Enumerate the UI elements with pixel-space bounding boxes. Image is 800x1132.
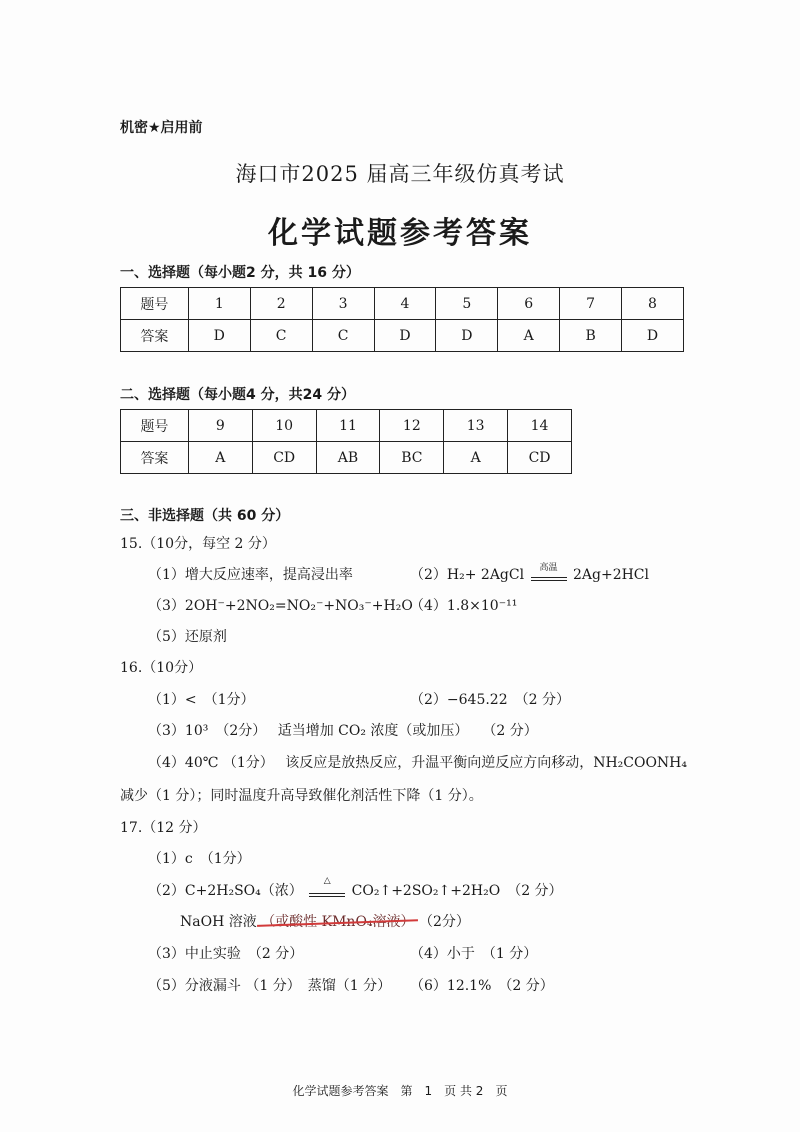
q17-answer-2b — [180, 911, 470, 931]
row-label: 答案 — [121, 320, 189, 352]
heat-symbol: △ — [323, 876, 331, 886]
row-label: 题号 — [121, 410, 189, 442]
q16-answer-3: （3）10³ （2分） 适当增加 CO₂ 浓度（或加压） （2 分） — [148, 723, 538, 739]
answer-cell: D — [622, 320, 684, 352]
question-number: 7 — [560, 288, 622, 320]
q16-answer-2: （2）−645.22 （2 分） — [410, 692, 570, 708]
q17-answer-1: （1）c （1分） — [148, 851, 251, 867]
q17-answer-4: （4）小于 （1 分） — [410, 946, 538, 962]
question-number: 13 — [444, 410, 508, 442]
question-number: 3 — [312, 288, 374, 320]
table-row-questions — [121, 288, 684, 320]
q15-answer-2 — [410, 564, 649, 584]
answer-cell: B — [560, 320, 622, 352]
q16-answer-4: （4）40℃ （1分） 该反应是放热反应，升温平衡向逆反应方向移动，NH₂COONH₄ — [148, 755, 687, 771]
answer-cell: CD — [508, 442, 572, 474]
question-number: 8 — [622, 288, 684, 320]
q15-answer-2-reactants: （2）H₂+ 2AgCl — [410, 567, 525, 583]
q15-heading: 15.（10分，每空 2 分） — [120, 536, 276, 552]
question-number: 14 — [508, 410, 572, 442]
section1-answer-table — [120, 287, 684, 352]
q15-answer-2-products: 2Ag+2HCl — [572, 567, 649, 583]
q17-answer-3: （3）中止实验 （2 分） — [148, 946, 304, 962]
answer-cell: BC — [380, 442, 444, 474]
answer-cell: D — [188, 320, 250, 352]
answer-cell: CD — [252, 442, 316, 474]
row-label: 题号 — [121, 288, 189, 320]
q17-heading: 17.（12 分） — [120, 820, 207, 836]
answer-cell: A — [444, 442, 508, 474]
table-row-answers — [121, 320, 684, 352]
row-label: 答案 — [121, 442, 189, 474]
answer-cell: A — [188, 442, 252, 474]
answer-cell: C — [250, 320, 312, 352]
answer-cell: D — [436, 320, 498, 352]
reaction-condition-arrow — [307, 876, 347, 899]
page-title: 化学试题参考答案 — [268, 216, 532, 251]
q17-answer-2 — [148, 876, 563, 900]
question-number: 2 — [250, 288, 312, 320]
q16-answer-1: （1）< （1分） — [148, 692, 255, 708]
reaction-condition-arrow — [529, 563, 569, 583]
q17-answer-6: （6）12.1% （2 分） — [410, 978, 554, 994]
answer-cell: A — [498, 320, 560, 352]
section2-heading: 二、选择题（每小题4 分，共24 分） — [120, 387, 355, 403]
q17-answer-5: （5）分液漏斗 （1 分） 蒸馏（1 分） — [148, 978, 392, 994]
table-row-answers — [121, 442, 572, 474]
q17-answer-2-reactants: （2）C+2H₂SO₄（浓） — [148, 883, 303, 899]
q15-answer-1: （1）增大反应速率，提高浸出率 — [148, 567, 353, 583]
question-number: 5 — [436, 288, 498, 320]
q17-answer-2b-score: （2分） — [419, 914, 470, 930]
answer-cell: AB — [316, 442, 380, 474]
question-number: 9 — [188, 410, 252, 442]
q16-heading: 16.（10分） — [120, 660, 203, 676]
table-row-questions — [121, 410, 572, 442]
section1-heading: 一、选择题（每小题2 分，共 16 分） — [120, 265, 360, 281]
exam-subtitle: 海口市2025 届高三年级仿真考试 — [235, 162, 565, 186]
answer-cell: C — [312, 320, 374, 352]
q17-answer-2-products: CO₂↑+2SO₂↑+2H₂O （2 分） — [351, 883, 563, 899]
section3-heading: 三、非选择题（共 60 分） — [120, 508, 290, 524]
answer-cell: D — [374, 320, 436, 352]
question-number: 4 — [374, 288, 436, 320]
q16-answer-4-continued: 减少（1 分）；同时温度升高导致催化剂活性下降（1 分）。 — [120, 788, 483, 804]
question-number: 10 — [252, 410, 316, 442]
condition-label: 高温 — [539, 563, 558, 573]
q15-answer-5: （5）还原剂 — [148, 629, 227, 645]
question-number: 11 — [316, 410, 380, 442]
question-number: 1 — [188, 288, 250, 320]
confidential-mark: 机密★启用前 — [120, 120, 203, 136]
section2-answer-table — [120, 409, 572, 474]
q17-answer-2b-text: NaOH 溶液 — [180, 914, 257, 930]
q15-answer-4: （4）1.8×10⁻¹¹ — [410, 598, 518, 614]
struck-out-alternative: （或酸性 KMnO₄溶液） — [261, 914, 415, 930]
question-number: 12 — [380, 410, 444, 442]
question-number: 6 — [498, 288, 560, 320]
page-footer: 化学试题参考答案 第 1 页 共 2 页 — [292, 1084, 508, 1098]
q15-answer-3: （3）2OH⁻+2NO₂=NO₂⁻+NO₃⁻+H₂O — [148, 598, 413, 614]
